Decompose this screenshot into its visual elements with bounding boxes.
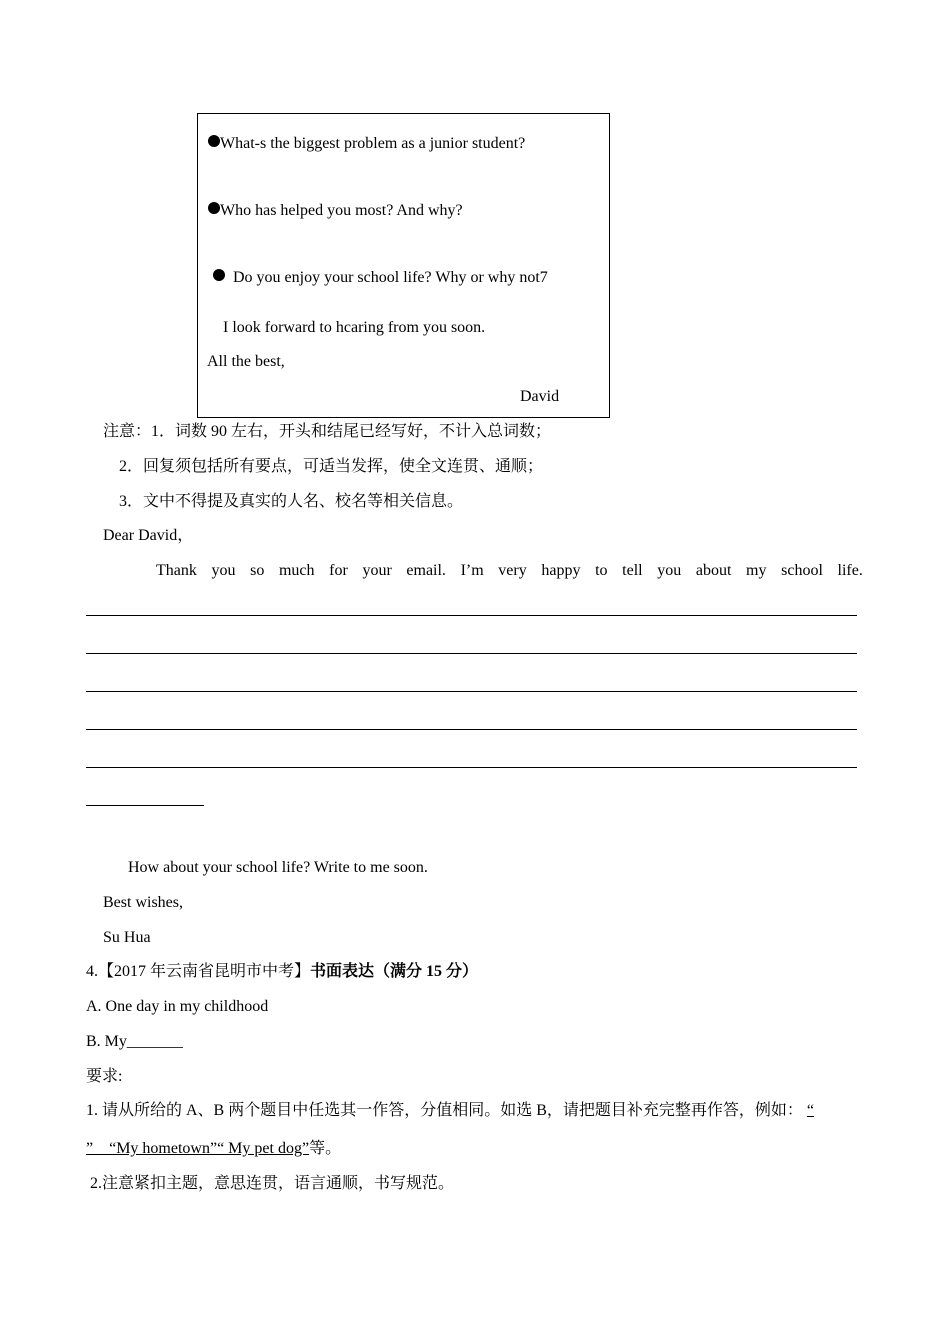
requirement-1-quote: “ — [806, 1102, 815, 1119]
reply-sign-off: Best wishes, — [103, 894, 183, 911]
requirement-1-tail: 等。 — [309, 1140, 342, 1157]
question-source: 【2017 年云南省昆明市中考】 — [98, 963, 311, 980]
email-sign-off: All the best, — [207, 353, 285, 370]
writing-line — [86, 653, 857, 654]
question-text: Who has helped you most? And why? — [220, 202, 463, 219]
note-line-3: 3．文中不得提及真实的人名、校名等相关信息。 — [119, 493, 464, 510]
requirements-label: 要求: — [86, 1068, 123, 1085]
opening-word: happy — [541, 562, 581, 579]
bullet-icon — [208, 202, 220, 214]
opening-word: about — [695, 562, 732, 579]
option-a: A. One day in my childhood — [86, 998, 269, 1015]
question-title: 书面表达（满分 15 分） — [310, 963, 479, 980]
reply-closing-line: How about your school life? Write to me soon. — [128, 859, 428, 876]
opening-word: so — [250, 562, 265, 579]
writing-line — [86, 615, 857, 616]
reply-opening-sentence — [156, 561, 863, 581]
reply-salutation: Dear David， — [103, 527, 194, 544]
question-item-2 — [208, 201, 463, 221]
opening-word: I’m — [460, 562, 484, 579]
writing-line — [86, 691, 857, 692]
opening-word: life. — [837, 562, 863, 579]
opening-word: email. — [406, 562, 446, 579]
note-line-2: 2．回复须包括所有要点，可适当发挥，使全文连贯、通顺； — [119, 458, 544, 475]
requirement-1 — [86, 1101, 814, 1121]
bullet-icon — [213, 269, 225, 281]
question-item-3 — [213, 268, 548, 288]
question-item-1 — [208, 134, 525, 154]
question-number: 4. — [86, 963, 98, 980]
opening-word: you — [211, 562, 236, 579]
opening-word: Thank — [156, 562, 197, 579]
opening-word: tell — [622, 562, 643, 579]
opening-word: you — [657, 562, 682, 579]
email-signature: David — [520, 388, 560, 405]
reply-signature: Su Hua — [103, 929, 151, 946]
opening-word: much — [278, 562, 315, 579]
requirement-1-text: 1. 请从所给的 A、B 两个题目中任选其一作答，分值相同。如选 B，请把题目补充完整再作答，例如： — [86, 1102, 803, 1119]
opening-word: very — [498, 562, 527, 579]
requirement-2: 2.注意紧扣主题，意思连贯，语言通顺，书写规范。 — [90, 1175, 455, 1192]
writing-line — [86, 767, 857, 768]
email-box — [197, 113, 610, 418]
note-line-1: 注意：1．词数 90 左右，开头和结尾已经写好，不计入总词数； — [103, 423, 552, 440]
opening-word: your — [362, 562, 392, 579]
writing-line — [86, 729, 857, 730]
option-b: B. My_______ — [86, 1033, 183, 1050]
email-closing-line: I look forward to hcaring from you soon. — [223, 319, 486, 336]
opening-word: school — [781, 562, 823, 579]
opening-word: my — [746, 562, 767, 579]
bullet-icon — [208, 135, 220, 147]
opening-word: for — [329, 562, 348, 579]
writing-line-short — [86, 805, 204, 806]
requirement-1-examples: ” “My hometown”“ My pet dog” — [86, 1140, 310, 1157]
question-text: Do you enjoy your school life? Why or why not7 — [233, 269, 548, 286]
question-text: What-s the biggest problem as a junior student? — [220, 135, 526, 152]
opening-word: to — [595, 562, 608, 579]
question-4-heading — [86, 962, 478, 982]
requirement-1-continued — [86, 1139, 341, 1159]
